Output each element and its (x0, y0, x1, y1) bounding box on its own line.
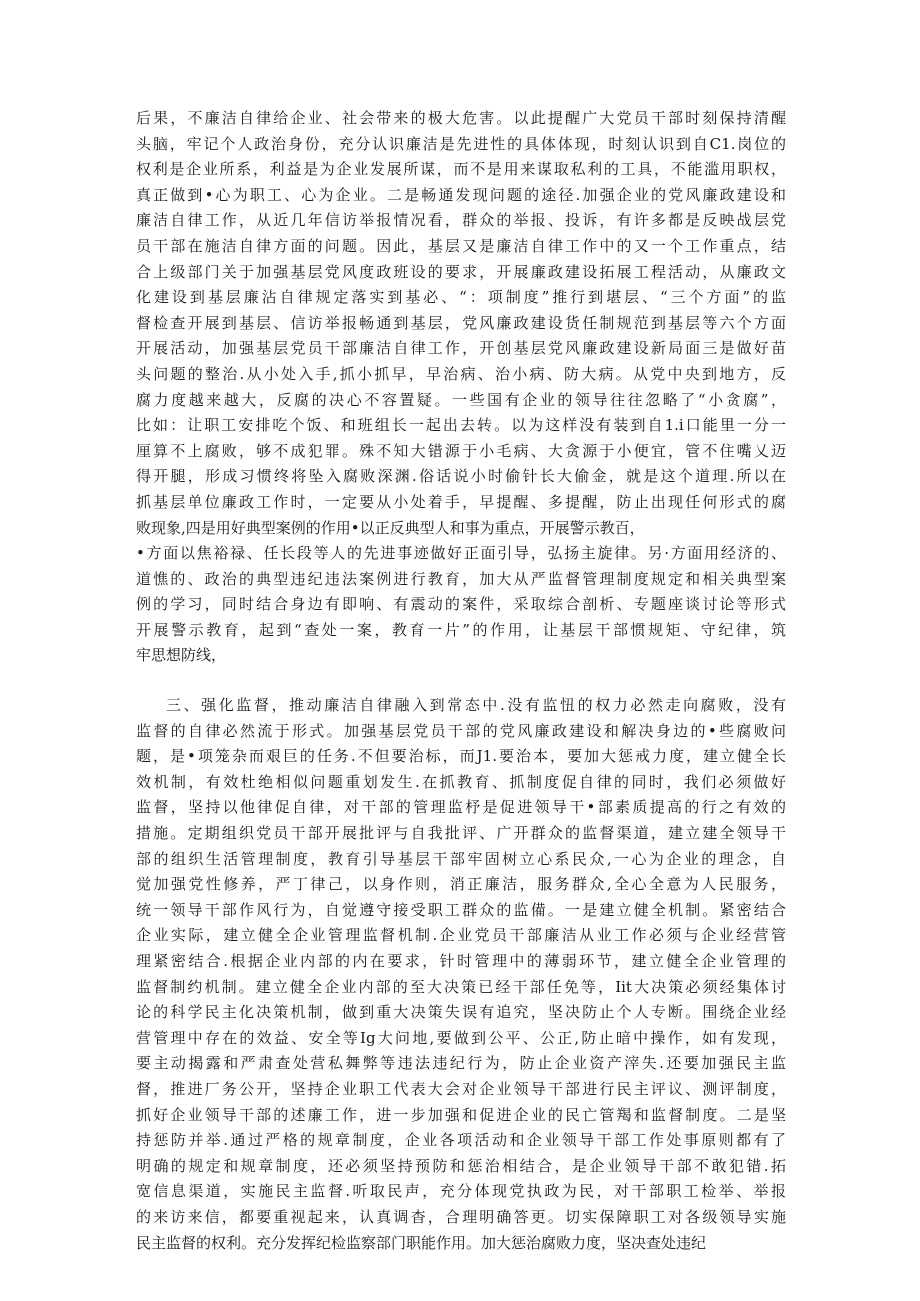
text-line: 统一领导干部作风行为，自觉遵守接受职工群众的监備。一是建立健全机制。紧密结合 (136, 900, 786, 919)
paragraph-discipline-education (136, 106, 786, 669)
text-line: 督，推进厂务公开，坚持企业职工代表大会对企业领导干部进行民主评议、测评制度， (136, 1079, 786, 1098)
text-line: 论的科学民主化决策机制，做到重大决策失误有追究，坚决防止个人专断。围绕企业经 (136, 1003, 786, 1022)
text-line: 持惩防并举.通过严格的规章制度，企业各项活动和企业领导干部工作处事原则都有了 (136, 1131, 786, 1150)
text-line: 要主动揭露和严肃查处营私舞弊等违法违纪行为，防止企业资产滓失.还要加强民主监 (136, 1054, 786, 1073)
text-line: 道憔的、政治的典型违纪违法案例进行教育，加大从严监督管理制度规定和相关典型案 (136, 569, 786, 588)
text-line: 化建设到基层廉沾自律规定落实到基必、“：项制度”推行到堪层、“三个方面”的监 (136, 288, 786, 307)
text-line: 部的组织生活管理制度，教育引导基层干部牢固树立心系民众,一心为企业的理念，自 (136, 849, 786, 868)
text-line: 廉洁自律工作，从近几年信访举报情况看，群众的举报、投诉，有许多都是反映战层党 (136, 211, 786, 230)
text-line: 督检查开展到基层、信访举报畅通到基层，党风廉政建设货任制规范到基层等六个方面 (136, 313, 786, 332)
text-line: 觉加强党性修养，严丁律己，以身作则，消正廉洁，服务群众,全心全意为人民服务， (136, 875, 786, 894)
text-line: 监督制约机制。建立健全企业内部的至大决策已经干部任免等，Iit大决策必须经集体讨 (136, 977, 786, 996)
text-line: 监督，坚持以他律促自律，对干部的管理监杼是促进领导干•部素质提高的行之有效的 (136, 798, 786, 817)
paragraph-gap (136, 669, 786, 693)
paragraph-strengthen-supervision (136, 693, 786, 1256)
text-line: 牢思想防线， (136, 646, 227, 665)
text-line: 营管理中存在的效益、安全等Ig大问地,要做到公平、公正,防止暗中操作，如有发现， (136, 1028, 786, 1047)
text-line: 三、强化监督，推动廉洁自律融入到常态中.没有监忸的权力必然走向腐败，没有 (166, 696, 786, 715)
text-line: 败现象,四是用好典型案例的作用•以正反典型人和事为重点，开展警示教百， (136, 518, 645, 537)
document-page (136, 106, 786, 1256)
text-line: 合上级部门关于加强基层党风度政班设的要求，开展廉政建设拓展工程活动，从廉政文 (136, 262, 786, 281)
text-line: 得开腿，形成习惯终将坠入腐败深渊.俗话说小时偷针长大偷金，就是这个道理.所以在 (136, 467, 786, 486)
text-line: 理紧密结合.根据企业内部的内在要求，针时管理中的薄弱环节，建立健全企业管理的 (136, 952, 786, 970)
text-line: 题，是•项笼杂而艰巨的任务.不但要治标，而J1.要治本，要加大惩戒力度，建立健全长 (136, 747, 786, 766)
text-line: 真正做到•心为职工、心为企业。二是畅通发现问题的途径.加强企业的党风廉政建设和 (136, 185, 786, 204)
text-line: 宽信息渠道，实施民主监督.听取民声，充分体现党执政为民，对干部职工检举、举报 (136, 1182, 786, 1201)
text-line: •方面以焦裕禄、任长段等人的先进事迹做好正面引导，弘扬主旋律。另·方面用经济的、 (136, 544, 786, 563)
text-line: 头问题的整治.从小处入手,抓小抓早，早治病、治小病、防大病。从党中央到地方，反 (136, 364, 786, 383)
text-line: 抓好企业领导干部的述廉工作，进一步加强和促进企业的民亡管羯和监督制度。二是坚 (136, 1105, 786, 1124)
text-line: 比如：让职工安排吃个饭、和班组长一起出去转。以为这样没有装到自1.i口能里一分一 (136, 416, 786, 435)
text-line: 效机制，有效杜绝相似问题重划发生.在抓教育、抓制度促自律的同时，我们必须做好 (136, 772, 786, 791)
text-line: 的来访来信，都要重视起来，认真调杳，合理明确答更。切实保障职工对各级领导实施 (136, 1207, 786, 1226)
text-line: 企业实际，建立健全企业管理监督机制.企业党员干部廉洁从业工作必须与企业经营管 (136, 926, 786, 945)
text-line: 后果，不廉洁自律给企业、社会带来的极大危害。以此提醒广大党员干部时刻保持清醒 (136, 109, 786, 127)
text-line: 厘算不上腐败，够不成犯罪。殊不知大错源于小毛病、大贪源于小便宜，管不住嘴乂迈 (136, 441, 786, 460)
text-line: 腐力度越来越大，反腐的决心不容置疑。一些国有企业的领导往往忽略了“小贪腐”， (136, 390, 786, 409)
text-line: 例的学习，同时结合身边有即响、有震动的案件，采取综合剖析、专题座谈讨论等形式 (136, 595, 786, 614)
text-line: 开展活动，加强基层党员干部廉洁自律工作，开创基层党风廉政建设新局面三是做好苗 (136, 339, 786, 358)
text-line: 措施。定期组织党员干部开展批评与自我批评、广开群众的监督渠道，建立建全领导干 (136, 824, 786, 843)
text-line: 民主监督的权利。充分发挥纪检监察部门职能作用。加大惩治腐败力度，坚决查处违纪 (136, 1233, 707, 1252)
text-line: 抓基层单位廉政工作时，一定要从小处着手，早提醒、多提醒，防止出现任何形式的腐 (136, 492, 786, 511)
text-line: 开展警示教育，起到“查处一案，教育一片”的作用，让基层干部惯规矩、守纪律，筑 (136, 620, 786, 639)
text-line: 头脑，牢记个人政治身份，充分认识廉洁是先进性的具体体现，时刻认识到自C1.岗位的 (136, 134, 786, 153)
text-line: 员干部在施洁自律方面的问题。因此，基层又是廉洁自律工作中的又一个工作重点，结 (136, 236, 786, 255)
text-line: 监督的自律必然流于形式。加强基层党员干部的党风廉政建设和解决身边的•些腐败问 (136, 721, 786, 740)
text-line: 权利是企业所系，利益是为企业发展所谋，而不是用来谋取私利的工具，不能滥用职权， (136, 160, 786, 179)
text-line: 明确的规定和规章制度，还必须坚持预防和惩治相结合，是企业领导干部不敢犯错.拓 (136, 1156, 786, 1175)
